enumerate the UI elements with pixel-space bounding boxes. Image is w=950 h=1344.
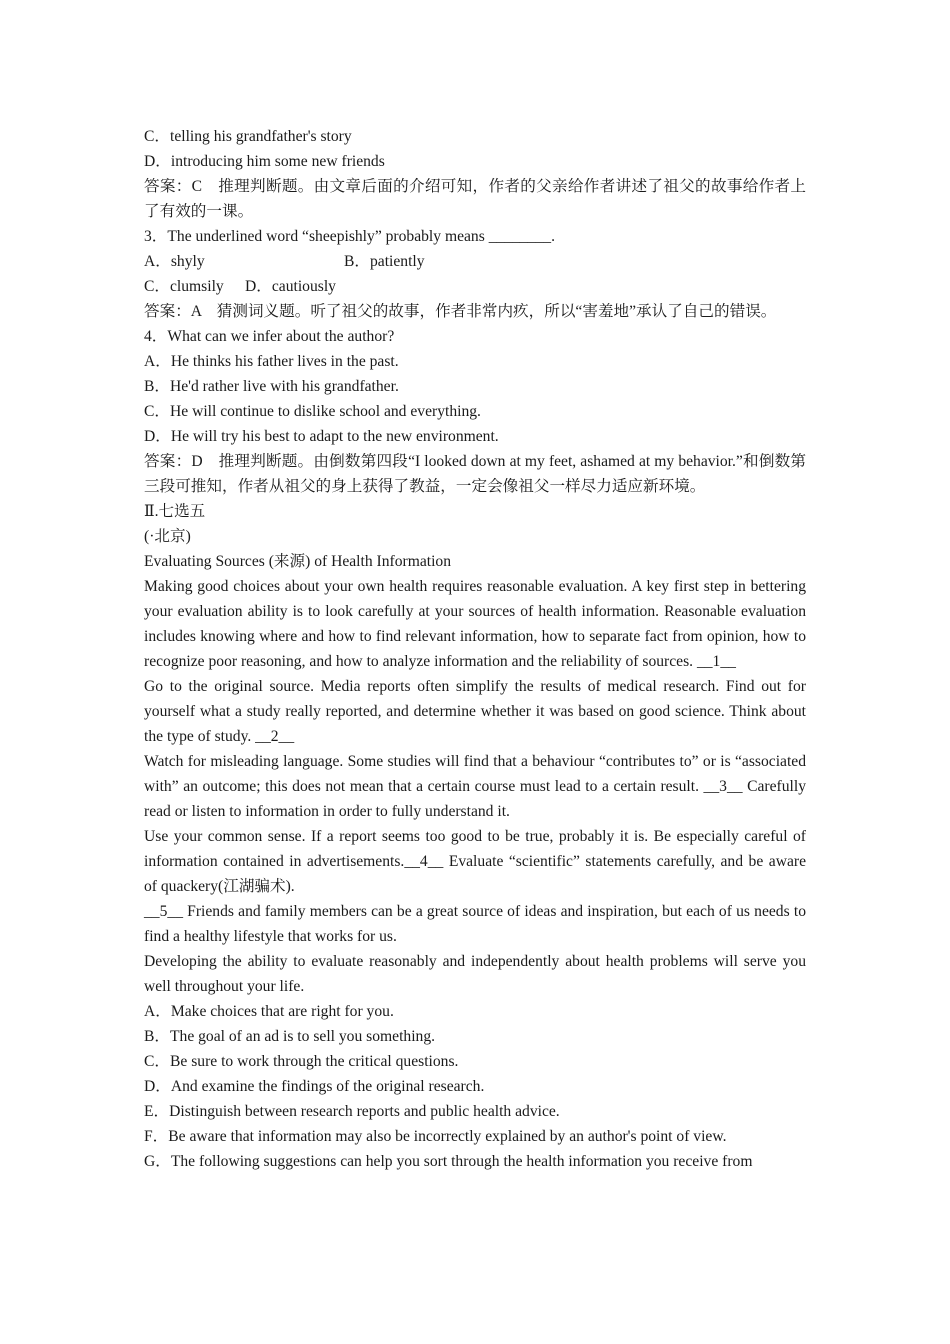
section-heading: Ⅱ.七选五 — [144, 503, 206, 520]
q2-option-d: D．introducing him some new friends — [144, 153, 385, 170]
q4-option-a: A．He thinks his father lives in the past. — [144, 353, 399, 370]
passage-title: Evaluating Sources (来源) of Health Information — [144, 553, 452, 570]
choice-item: D．And examine the findings of the original research. — [144, 1078, 485, 1095]
q4-option-b: B．He'd rather live with his grandfather. — [144, 378, 399, 395]
choice-item: E．Distinguish between research reports and public health advice. — [144, 1103, 560, 1120]
document-page — [144, 124, 806, 1174]
passage-paragraph: Use your common sense. If a report seems too good to be true, probably it is. Be especially careful of information contained in advertisements.__4__ Evaluate “scientific” statements carefully, and be aware of quackery(江湖骗术). — [144, 828, 806, 895]
q4-stem: 4．What can we infer about the author? — [144, 328, 395, 345]
q3-option-b: B．patiently — [344, 253, 425, 270]
q3-option-c: C．clumsily — [144, 278, 224, 295]
q3-option-a: A．shyly — [144, 253, 205, 270]
q3-option-d: D．cautiously — [245, 278, 336, 295]
q3-stem: 3．The underlined word “sheepishly” probably means ________. — [144, 228, 555, 245]
choice-item: A．Make choices that are right for you. — [144, 1003, 394, 1020]
choice-item: C．Be sure to work through the critical questions. — [144, 1053, 459, 1070]
passage-paragraph: Go to the original source. Media reports often simplify the results of medical research. Find out for yourself what a study really reported, and determine whether it was based on good science. Think about the type of study. __2__ — [144, 678, 806, 745]
q2-answer: 答案：C 推理判断题。由文章后面的介绍可知，作者的父亲给作者讲述了祖父的故事给作者上了有效的一课。 — [144, 178, 806, 220]
q4-answer: 答案：D 推理判断题。由倒数第四段“I looked down at my feet, ashamed at my behavior.”和倒数第三段可推知，作者从祖父的身上获得了教益，一定会像祖父一样尽力适应新环境。 — [144, 453, 806, 495]
choice-item: F．Be aware that information may also be incorrectly explained by an author's point of view. — [144, 1128, 727, 1145]
section-source: (·北京) — [144, 528, 191, 545]
q4-option-c: C．He will continue to dislike school and everything. — [144, 403, 481, 420]
q4-option-d: D．He will try his best to adapt to the new environment. — [144, 428, 499, 445]
q3-answer: 答案：A 猜测词义题。听了祖父的故事，作者非常内疚，所以“害羞地”承认了自己的错误。 — [144, 303, 777, 320]
q3-options-row-1 — [144, 249, 806, 274]
choice-item: G．The following suggestions can help you sort through the health information you receive from — [144, 1153, 753, 1170]
q2-option-c: C．telling his grandfather's story — [144, 128, 352, 145]
choice-item: B．The goal of an ad is to sell you something. — [144, 1028, 436, 1045]
passage-paragraph: __5__ Friends and family members can be a great source of ideas and inspiration, but each of us needs to find a healthy lifestyle that works for us. — [144, 903, 806, 945]
passage-paragraph: Making good choices about your own health requires reasonable evaluation. A key first step in bettering your evaluation ability is to look carefully at your sources of health information. Reasonable evaluation includes knowing where and how to find relevant information, how to separate fact from opinion, how to recognize poor reasoning, and how to analyze information and the reliability of sources. __1__ — [144, 578, 806, 670]
q3-options-row-2 — [144, 274, 806, 299]
passage-paragraph: Watch for misleading language. Some studies will find that a behaviour “contributes to” or is “associated with” an outcome; this does not mean that a certain course must lead to a certain result. __3__ Carefully read or listen to information in order to fully understand it. — [144, 753, 806, 820]
passage-paragraph: Developing the ability to evaluate reasonably and independently about health problems will serve you well throughout your life. — [144, 953, 806, 995]
